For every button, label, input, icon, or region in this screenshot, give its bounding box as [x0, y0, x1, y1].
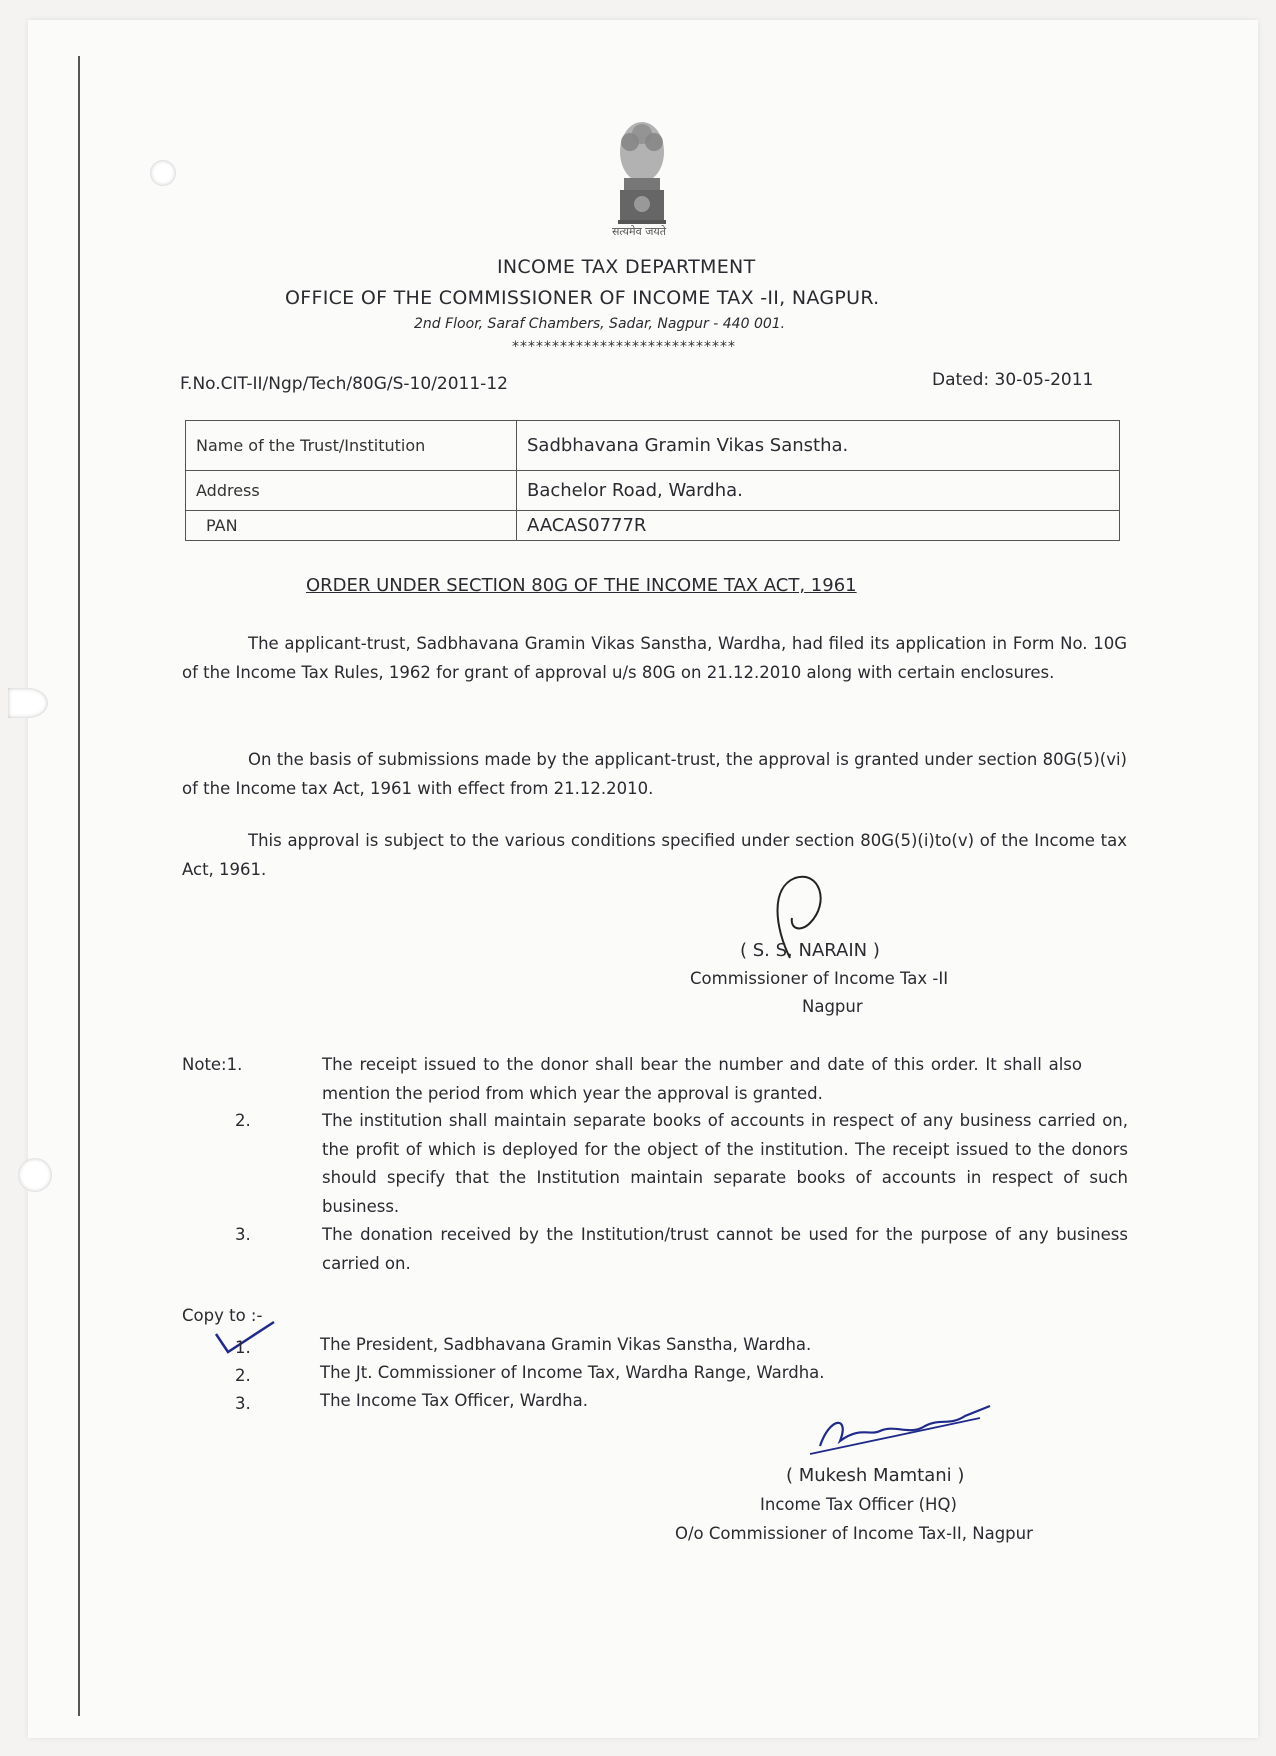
- margin-line: [78, 56, 80, 1716]
- copy-2-text: The Jt. Commissioner of Income Tax, Wardha Range, Wardha.: [320, 1363, 825, 1382]
- department-heading: INCOME TAX DEPARTMENT: [497, 256, 756, 278]
- paragraph-3: This approval is subject to the various conditions specified under section 80G(5)(i)to(v) of the Income tax Act, 1961.: [182, 831, 1127, 879]
- pan-label: PAN: [186, 511, 517, 541]
- officer-signature-icon: [800, 1396, 1000, 1466]
- separator-stars: ****************************: [512, 339, 736, 355]
- officer-name: ( Mukesh Mamtani ): [786, 1465, 965, 1486]
- note-1-text: The receipt issued to the donor shall bear the number and date of this order. It shall also mention the period from which year the approval is granted.: [322, 1055, 1082, 1103]
- table-row: [186, 471, 1120, 511]
- copy-1-text: The President, Sadbhavana Gramin Vikas Sanstha, Wardha.: [320, 1335, 812, 1354]
- table-row: [186, 511, 1120, 541]
- file-number: F.No.CIT-II/Ngp/Tech/80G/S-10/2011-12: [180, 374, 508, 394]
- commissioner-designation: Commissioner of Income Tax -II: [690, 969, 949, 988]
- commissioner-place: Nagpur: [802, 997, 863, 1016]
- copy-1-num: 1.: [235, 1338, 251, 1357]
- copy-3-num: 3.: [235, 1394, 251, 1413]
- emblem-motto: सत्यमेव जयते: [612, 225, 667, 238]
- punch-hole-middle: [8, 688, 48, 718]
- copy-to-label: Copy to :-: [182, 1306, 263, 1325]
- copy-3-text: The Income Tax Officer, Wardha.: [320, 1391, 588, 1410]
- note-3-num: 3.: [235, 1225, 251, 1244]
- note-3-text: The donation received by the Institution/trust cannot be used for the purpose of any business carried on.: [322, 1225, 1128, 1273]
- paragraph-1: The applicant-trust, Sadbhavana Gramin Vikas Sanstha, Wardha, had filed its application in Form No. 10G of the Income Tax Rules, 1962 for grant of approval u/s 80G on 21.12.2010 along with certain enclosures.: [182, 634, 1127, 682]
- order-title: ORDER UNDER SECTION 80G OF THE INCOME TAX ACT, 1961: [306, 575, 857, 596]
- officer-designation: Income Tax Officer (HQ): [760, 1495, 957, 1514]
- address-label: Address: [186, 471, 517, 511]
- punch-hole-bottom: [18, 1158, 52, 1192]
- office-address: 2nd Floor, Saraf Chambers, Sadar, Nagpur - 440 001.: [414, 316, 786, 332]
- name-label: Name of the Trust/Institution: [186, 421, 517, 471]
- trust-info-table: [185, 420, 1120, 541]
- officer-office: O/o Commissioner of Income Tax-II, Nagpur: [675, 1524, 1033, 1543]
- name-value: Sadbhavana Gramin Vikas Sanstha.: [517, 421, 1120, 471]
- table-row: [186, 421, 1120, 471]
- paragraph-2: On the basis of submissions made by the applicant-trust, the approval is granted under section 80G(5)(vi) of the Income tax Act, 1961 with effect from 21.12.2010.: [182, 750, 1127, 798]
- commissioner-name: ( S. S. NARAIN ): [740, 940, 880, 961]
- note-2-num: 2.: [235, 1111, 251, 1130]
- punch-hole-top: [150, 160, 176, 186]
- pan-value: AACAS0777R: [517, 511, 1120, 541]
- note-2-text: The institution shall maintain separate books of accounts in respect of any business carried on, the profit of which is deployed for the object of the institution. The receipt issued to the donors should specify that the Institution maintain separate books of accounts in respect of such business.: [322, 1111, 1128, 1216]
- office-heading: OFFICE OF THE COMMISSIONER OF INCOME TAX -II, NAGPUR.: [285, 287, 880, 309]
- date-line: Dated: 30-05-2011: [932, 370, 1094, 390]
- notes-label: Note:1.: [182, 1055, 243, 1074]
- address-value: Bachelor Road, Wardha.: [517, 471, 1120, 511]
- copy-2-num: 2.: [235, 1366, 251, 1385]
